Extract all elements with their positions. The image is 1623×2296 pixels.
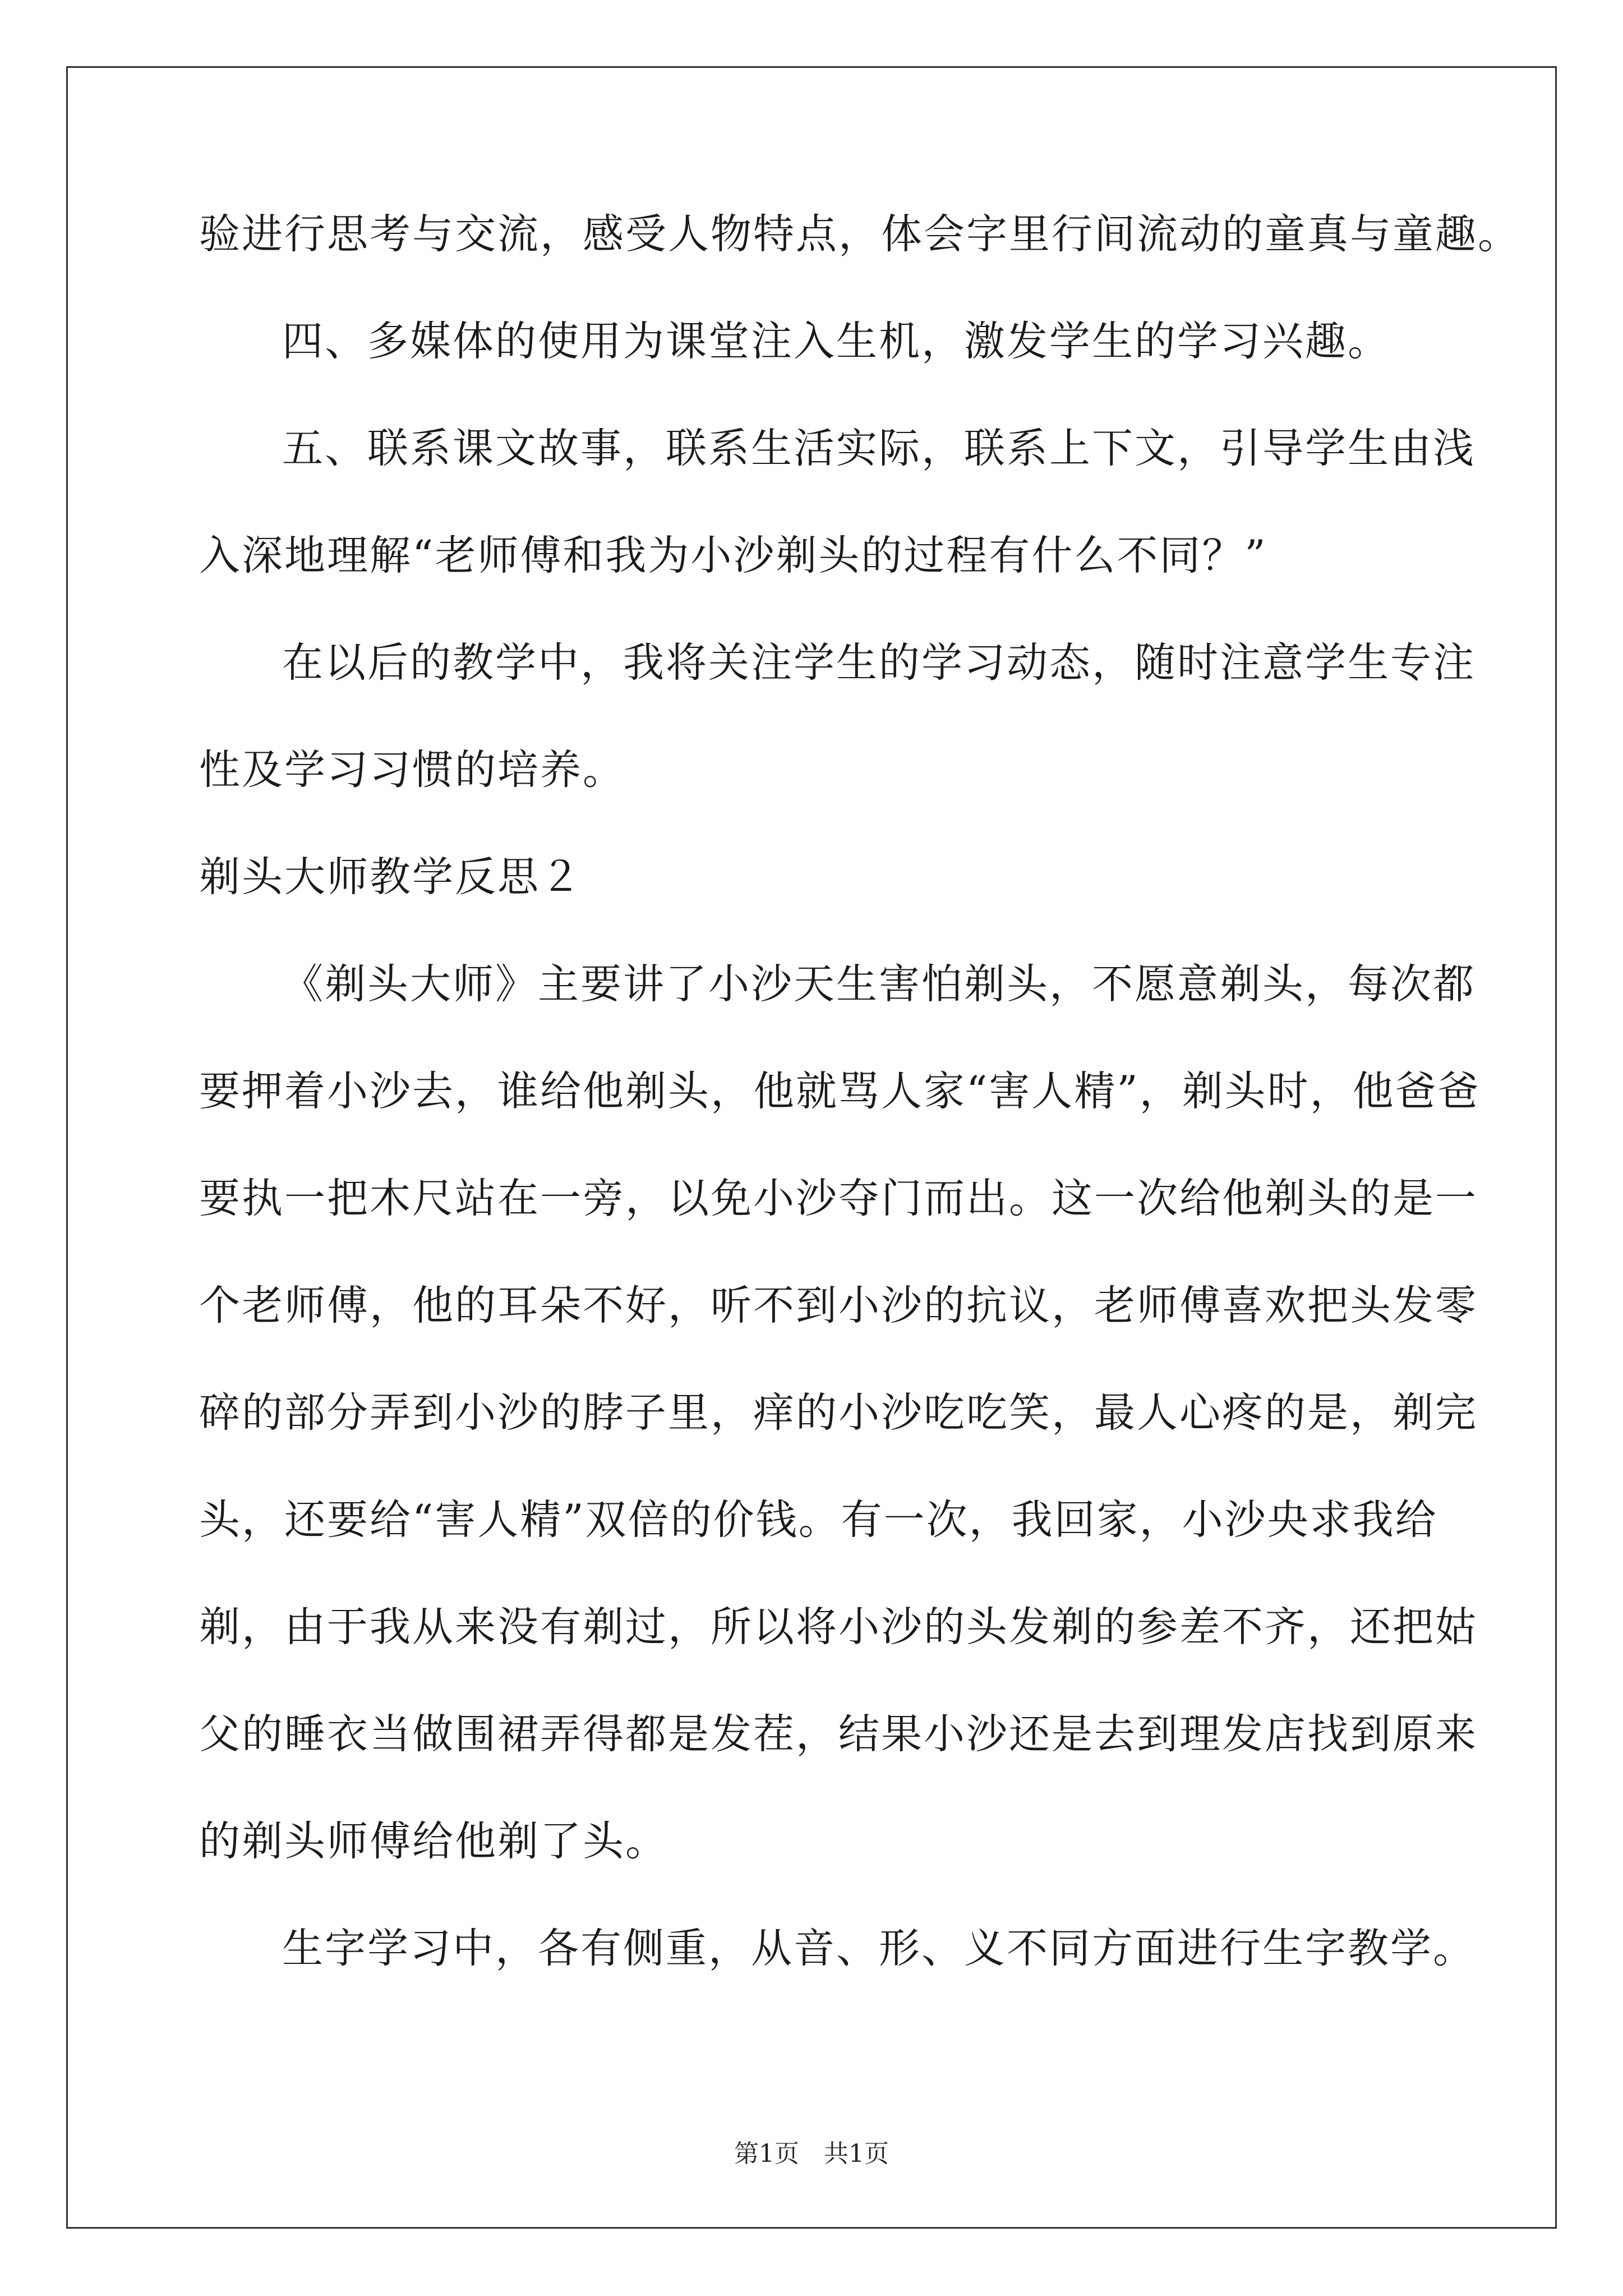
page-number-total: 共1页 <box>824 2139 889 2168</box>
text-line: 个老师傅，他的耳朵不好，听不到小沙的抗议，老师傅喜欢把头发零 <box>199 1282 1478 1329</box>
text-line: 剃，由于我从来没有剃过，所以将小沙的头发剃的参差不齐，还把姑 <box>199 1603 1478 1651</box>
page-number-current: 第1页 <box>734 2139 799 2168</box>
text-line: 父的睡衣当做围裙弄得都是发茬，结果小沙还是去到理发店找到原来 <box>199 1710 1478 1758</box>
text-line: 四、多媒体的使用为课堂注入生机，激发学生的学习兴趣。 <box>282 318 1390 365</box>
text-line: 的剃头师傅给他剃了头。 <box>199 1818 668 1865</box>
text-line: 性及学习习惯的培养。 <box>199 746 625 794</box>
text-line: 要执一把木尺站在一旁，以免小沙夺门而出。这一次给他剃头的是一 <box>199 1175 1478 1222</box>
document-body <box>199 208 1520 2029</box>
text-line: 要押着小沙去，谁给他剃头，他就骂人家“害人精”，剃头时，他爸爸 <box>199 1068 1481 1115</box>
section-heading: 剃头大师教学反思２ <box>199 853 583 901</box>
page-footer <box>0 2137 1623 2171</box>
text-line: 头，还要给“害人精”双倍的价钱。有一次，我回家，小沙央求我给 <box>199 1496 1438 1544</box>
text-line: 验进行思考与交流，感受人物特点，体会字里行间流动的童真与童趣。 <box>199 210 1520 258</box>
text-line: 碎的部分弄到小沙的脖子里，痒的小沙吃吃笑，最人心疼的是，剃完 <box>199 1389 1478 1437</box>
text-line: 生字学习中，各有侧重，从音、形、义不同方面进行生字教学。 <box>282 1925 1476 1972</box>
text-line: 《剃头大师》主要讲了小沙天生害怕剃头，不愿意剃头，每次都 <box>282 960 1476 1008</box>
text-line: 在以后的教学中，我将关注学生的学习动态，随时注意学生专注 <box>282 639 1476 687</box>
text-line: 入深地理解“老师傅和我为小沙剃头的过程有什么不同？” <box>199 532 1267 579</box>
text-line: 五、联系课文故事，联系生活实际，联系上下文，引导学生由浅 <box>282 425 1476 472</box>
